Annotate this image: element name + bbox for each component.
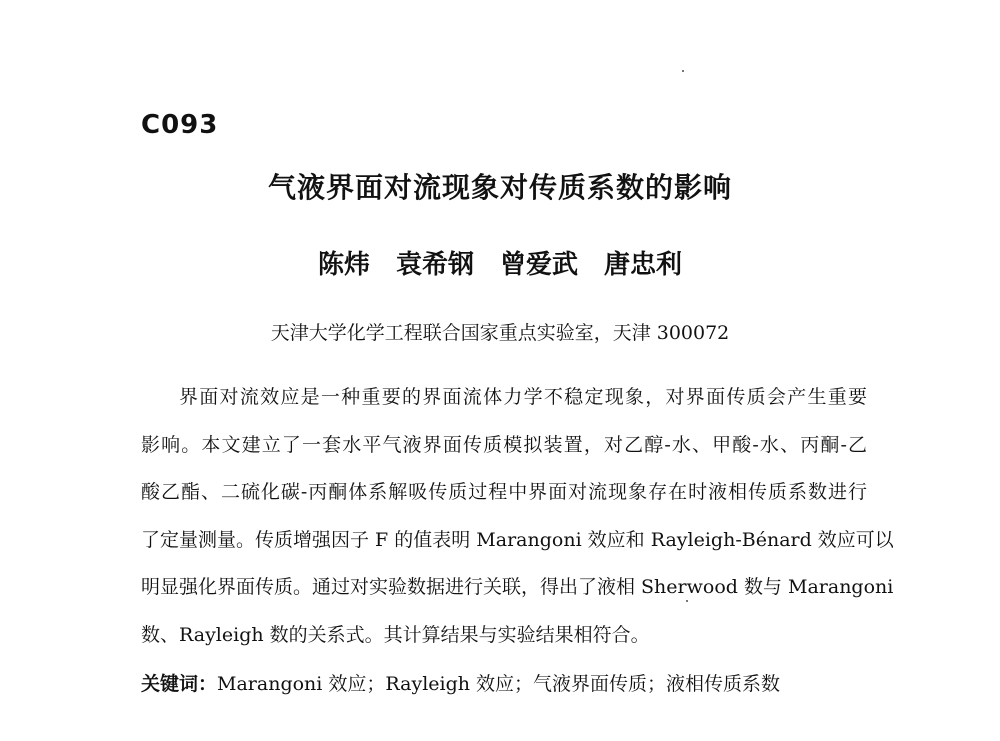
affiliation: 天津大学化学工程联合国家重点实验室，天津 300072 xyxy=(270,322,730,344)
author-list xyxy=(0,244,1000,281)
paper-title: 气液界面对流现象对传质系数的影响 xyxy=(267,171,732,204)
author-name: 袁希钢 xyxy=(395,250,474,280)
keywords-text: Marangoni 效应；Rayleigh 效应；气液界面传质；液相传质系数 xyxy=(217,673,781,695)
abstract-line: 影响。本文建立了一套水平气液界面传质模拟装置，对乙醇-水、甲酸-水、丙酮-乙 xyxy=(141,433,867,456)
keywords-label: 关键词： xyxy=(141,673,218,695)
abstract xyxy=(141,374,894,659)
author-name: 唐忠利 xyxy=(604,250,683,280)
abstract-line: 酸乙酯、二硫化碳-丙酮体系解吸传质过程中界面对流现象存在时液相传质系数进行 xyxy=(141,481,867,503)
abstract-line: 数、Rayleigh 数的关系式。其计算结果与实验结果相符合。 xyxy=(141,623,650,646)
abstract-line: 界面对流效应是一种重要的界面流体力学不稳定现象，对界面传质会产生重要 xyxy=(179,386,867,408)
abstract-line: 了定量测量。传质增强因子 F 的值表明 Marangoni 效应和 Rayleigh-Bénard 效应可以 xyxy=(141,528,894,551)
keywords xyxy=(141,669,780,696)
scan-speck xyxy=(686,600,688,602)
author-name: 陈炜 xyxy=(317,250,370,280)
paper-code: C093 xyxy=(141,110,219,140)
abstract-line: 明显强化界面传质。通过对实验数据进行关联，得出了液相 Sherwood 数与 Marangoni xyxy=(141,576,894,598)
author-name: 曾爱武 xyxy=(500,250,579,280)
scan-speck xyxy=(682,70,684,72)
